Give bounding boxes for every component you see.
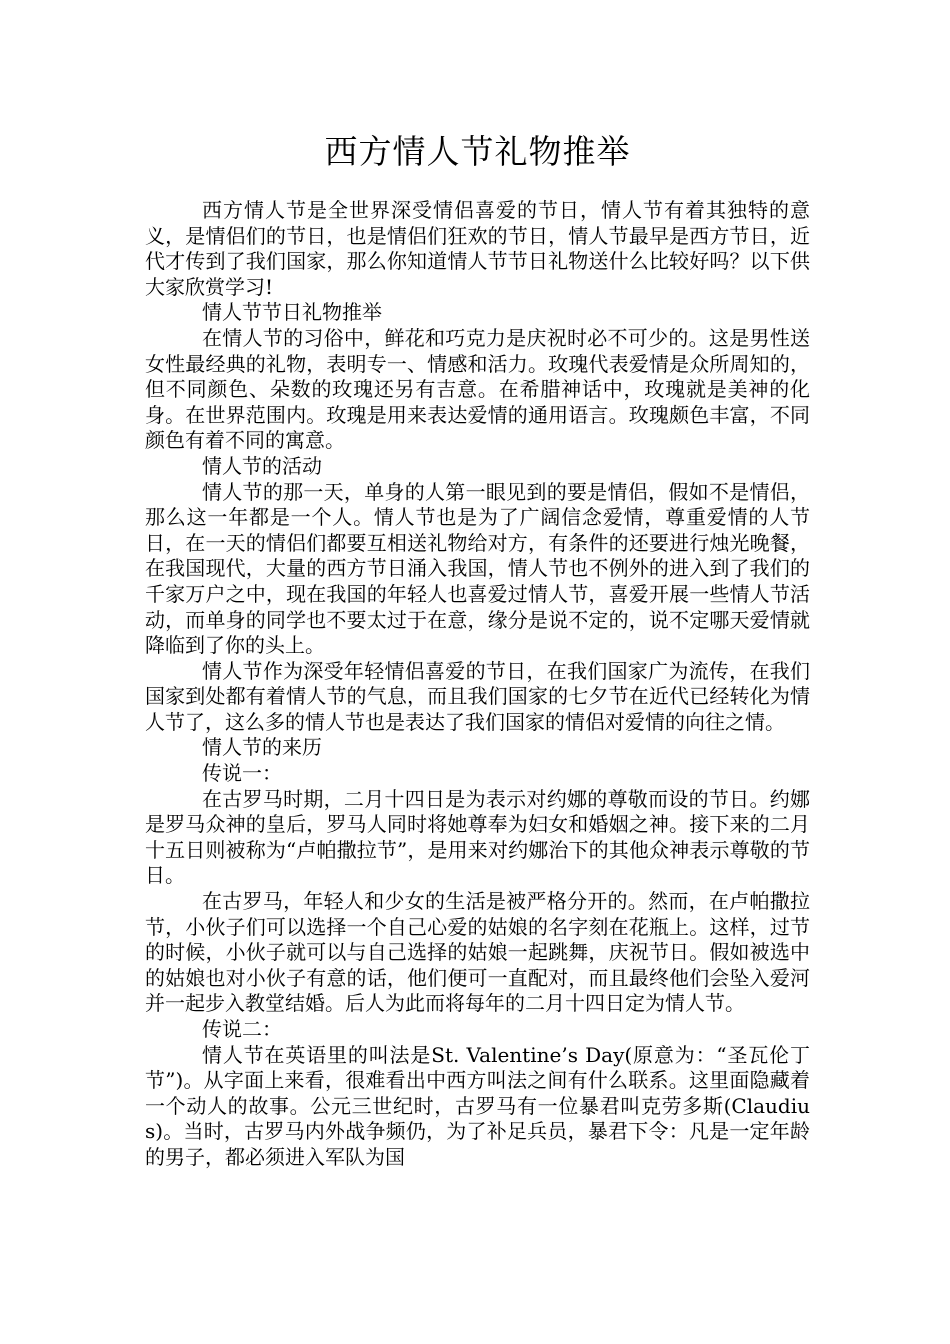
body-paragraph-flowers: 在情人节的习俗中，鲜花和巧克力是庆祝时必不可少的。这是男性送女性最经典的礼物，表明专一、情感和活力。玫瑰代表爱情是众所周知的，但不同颜色、朵数的玫瑰还另有吉意。在希腊神话中，玫瑰就是美神的化身。在世界范围内。玫瑰是用来表达爱情的通用语言。玫瑰颇色丰富，不同颜色有着不同的寓意。 <box>145 325 810 453</box>
section-heading-origin: 情人节的来历 <box>202 735 322 760</box>
document-body <box>145 198 810 1171</box>
document-title: 西方情人节礼物推举 <box>324 132 631 171</box>
body-paragraph-lupercalia: 在古罗马，年轻人和少女的生活是被严格分开的。然而，在卢帕撒拉节，小伙子们可以选择一个自己心爱的姑娘的名字刻在花瓶上。这样，过节的时候，小伙子就可以与自己选择的姑娘一起跳舞，庆祝节日。假如被选中的姑娘也对小伙子有意的话，他们便可一直配对，而且最终他们会坠入爱河并一起步入教堂结婚。后人为此而将每年的二月十四日定为情人节。 <box>145 889 810 1016</box>
section-heading-activities: 情人节的活动 <box>202 453 322 478</box>
legend-one-heading: 传说一： <box>202 761 282 786</box>
document-page <box>145 0 810 1171</box>
intro-paragraph: 西方情人节是全世界深受情侣喜爱的节日，情人节有着其独特的意义，是情侣们的节日，也是情侣们狂欢的节日，情人节最早是西方节日，近代才传到了我们国家，那么你知道情人节节日礼物送什么比较好吗？以下供大家欣赏学习! <box>145 198 810 299</box>
body-paragraph-popularity: 情人节作为深受年轻情侣喜爱的节日，在我们国家广为流传，在我们国家到处都有着情人节的气息，而且我们国家的七夕节在近代已经转化为情人节了，这么多的情人节也是表达了我们国家的情侣对爱情的向往之情。 <box>145 658 810 734</box>
legend-two-heading: 传说二： <box>202 1017 282 1041</box>
body-paragraph-st-valentine: 情人节在英语里的叫法是St. Valentine’s Day(原意为：“圣瓦伦丁节”)。从字面上来看，很难看出中西方叫法之间有什么联系。这里面隐藏着一个动人的故事。公元三世纪时，古罗马有一位暴君叫克劳多斯(Claudius)。当时，古罗马内外战争频仍，为了补足兵员，暴君下令：凡是一定年龄的男子，都必须进入军队为国 <box>145 1042 810 1169</box>
body-paragraph-ancient-rome: 在古罗马时期，二月十四日是为表示对约娜的尊敬而设的节日。约娜是罗马众神的皇后，罗马人同时将她尊奉为妇女和婚姻之神。接下来的二月十五日则被称为“卢帕撒拉节”，是用来对约娜治下的其他众神表示尊敬的节日。 <box>145 786 810 888</box>
section-heading-gift-recommendation: 情人节节日礼物推举 <box>202 300 382 325</box>
body-paragraph-activities: 情人节的那一天，单身的人第一眼见到的要是情侣，假如不是情侣，那么这一年都是一个人。情人节也是为了广阔信念爱情，尊重爱情的人节日，在一天的情侣们都要互相送礼物给对方，有条件的还要进行烛光晚餐，在我国现代，大量的西方节日涌入我国，情人节也不例外的进入到了我们的千家万户之中，现在我国的年轻人也喜爱过情人节，喜爱开展一些情人节活动，而单身的同学也不要太过于在意，缘分是说不定的，说不定哪天爱情就降临到了你的头上。 <box>145 479 810 658</box>
